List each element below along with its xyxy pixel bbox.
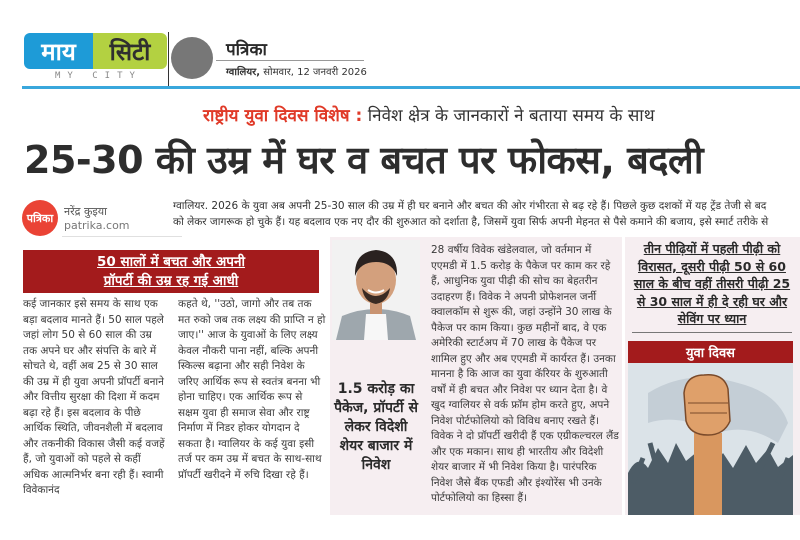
- dateline: [226, 64, 367, 78]
- logo-english-subtitle: MY CITY: [55, 71, 142, 81]
- author-site: patrika.com: [64, 219, 130, 232]
- profile-story-body: 28 वर्षीय विवेक खंडेलवाल, जो वर्तमान में एएमडी में 1.5 करोड़ के पैकेज पर काम कर रहे हैं, आधुनिक युवा पीढ़ी की सोच का बेहतरीन उदाहरण हैं। विवेक ने अपनी प्रोफेशनल जर्नी क्वालकॉम से शुरू की, जहां उन्होंने 30 लाख के पैकेज पर काम किया। कुछ महीनों बाद, वे एक अमेरिकी स्टार्टअप में 70 लाख के पैकेज पर शामिल हुए और अब एएमडी में कार्यरत हैं। उनका मानना है कि आज का युवा कॅरियर के शुरुआती वर्षों में ही बचत और निवेश पर ध्यान देता है। वे खुद ग्वालियर से वर्क फ्रॉम होम करते हुए, अपने निवेश पोर्टफोलियो को विविध बनाए रखते हैं। विवेक ने दो प्रॉपर्टी खरीदी हैं एक एग्रीकल्चरल लैंड और एक मकान। साथ ही भारतीय और विदेशी शेयर बाजार में भी निवेश किया है। पारंपरिक निवेश जैसे बैंक एफडी और इंश्योरेंस भी उनके पोर्टफोलियो का हिस्सा हैं।: [431, 244, 619, 504]
- sidebar-headline: तीन पीढ़ियों में पहली पीढ़ी को विरासत, दूसरी पीढ़ी 50 से 60 साल के बीच वहीं तीसरी पीढ़ी 25 से 30 साल में ही दे रही घर और सेविंग पर ध्यान: [633, 241, 791, 326]
- intro-line: ग्वालियर. 2026 के युवा अब अपनी 25-30 साल की उम्र में ही घर बनाने और बचत की ओर गंभीरता से बढ़ रहे हैं। पिछले कुछ दशकों में यह ट्रेंड तेजी से बद: [173, 200, 767, 212]
- dateline-city: ग्वालियर,: [226, 67, 261, 78]
- kicker: [203, 103, 655, 126]
- sidebar-rule: [632, 332, 792, 333]
- my-city-logo: [24, 33, 167, 69]
- logo-part-city: सिटी: [93, 33, 167, 69]
- intro-line: को लेकर जागरूक हो चुके हैं। यह बदलाव एक नए दौर की शुरुआत को दर्शाता है, जिसमें युवा सिर्फ अपनी मेहनत से पैसे कमाने की बजाय, इसे स्मार्ट तरीके से: [173, 216, 769, 228]
- kicker-label: राष्ट्रीय युवा दिवस विशेष :: [203, 106, 363, 126]
- kicker-text: निवेश क्षेत्र के जानकारों ने बताया समय के साथ: [367, 106, 655, 126]
- raised-fist-illustration: [628, 363, 793, 515]
- profile-caption: 1.5 करोड़ का पैकेज, प्रॉपर्टी से लेकर विदेशी शेयर बाजार में निवेश: [334, 381, 418, 473]
- left-story-header: [23, 250, 319, 293]
- yuva-diwas-banner: युवा दिवस: [628, 341, 793, 363]
- dateline-date: सोमवार, 12 जनवरी 2026: [263, 67, 367, 78]
- byline-rule: [62, 236, 182, 237]
- left-header-line: प्रॉपर्टी की उम्र रह गई आधी: [103, 273, 239, 289]
- raised-fist-icon: [628, 363, 793, 515]
- left-story-column-2: कहते थे, ''उठो, जागो और तब तक मत रुको जब तक लक्ष्य की प्राप्ति न हो जाए।'' आज के युवाओं के लिए लक्ष्य केवल नौकरी पाना नहीं, बल्कि अपनी स्किल्स बढ़ाना और सही निवेश के जरिए आर्थिक रूप से स्वतंत्र बनना भी होना चाहिए। एक आर्थिक रूप से सक्षम युवा ही समाज सेवा और राष्ट्र निर्माण में निडर होकर योगदान दे सकता है। ग्वालियर के कई युवा इसी तर्ज पर कम उम्र में बचत के साथ-साथ प्रॉपर्टी खरीदने में रुचि दिखा रहे हैं।: [178, 298, 326, 481]
- intro-paragraph: [173, 198, 800, 230]
- author-name: नरेंद्र कुइया: [64, 205, 108, 218]
- left-story-column-1: कई जानकार इसे समय के साथ एक बड़ा बदलाव मानते हैं। 50 साल पहले जहां लोग 50 से 60 साल की उम्र तक अपने घर और संपत्ति के बारे में सोचते थे, वहीं अब 25 से 30 साल की उम्र में ही युवा अपनी प्रॉपर्टी बनाने और वित्तीय सुरक्षा की दिशा में कदम बढ़ा रहे हैं। इस बदलाव के पीछे आर्थिक स्थिति, जीवनशैली में बदलाव और तकनीकी विकास जैसी कई वजहें हैं, जो युवाओं को पहले से कहीं अधिक आत्मनिर्भर बना रही हैं। स्वामी विवेकानंद: [23, 298, 165, 496]
- brand-underline: [216, 60, 364, 61]
- masthead-rule: [22, 86, 800, 89]
- patrika-logo-icon: पत्रिका: [22, 200, 58, 236]
- person-photo-icon: [332, 240, 420, 340]
- brand-name: पत्रिका: [226, 40, 267, 60]
- profile-photo: [332, 240, 420, 340]
- headline: 25-30 की उम्र में घर व बचत पर फोकस, बदली: [24, 138, 704, 182]
- masthead: [0, 0, 800, 90]
- left-header-line: 50 सालों में बचत और अपनी: [97, 254, 245, 270]
- masthead-divider: [168, 32, 169, 86]
- masthead-circle-graphic: [171, 37, 213, 79]
- byline: [22, 200, 162, 240]
- logo-part-maay: माय: [24, 33, 93, 69]
